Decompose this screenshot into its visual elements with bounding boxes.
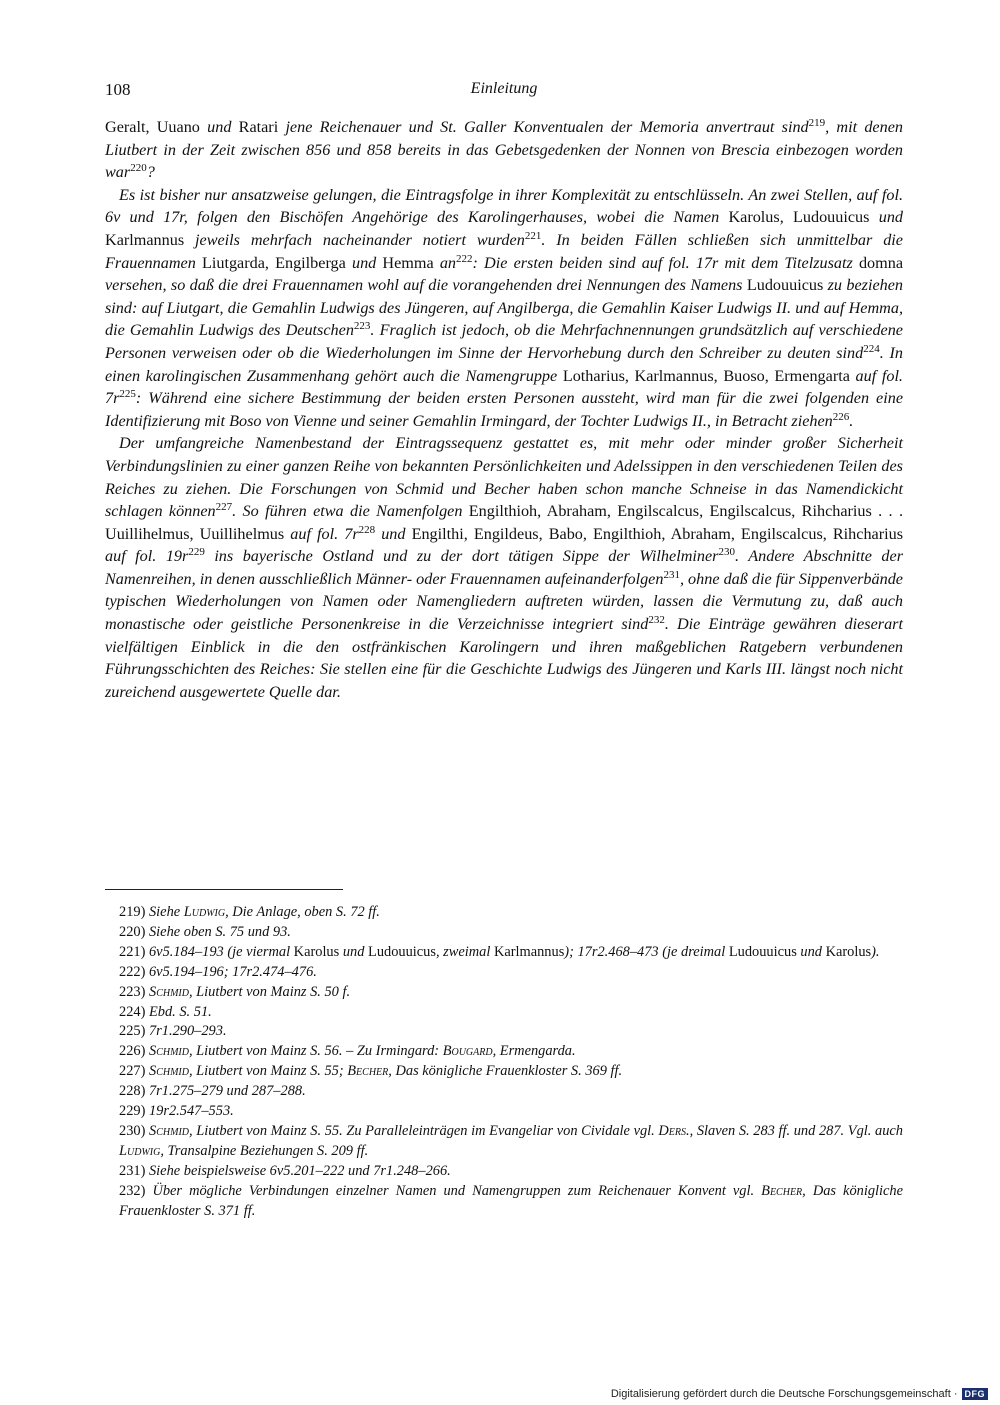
author-name: Bougard (442, 1043, 493, 1060)
text-run: , Das königliche Frauenkloster S. 371 ff. (119, 1182, 903, 1219)
text-run: : Während eine sichere Bestimmung der beiden ersten Personen aussteht, wird man für die zwei folgenden eine Identifizierung mit Boso von Vienne und seiner Gemahlin Irmingard, der Tochter Ludwigs II., in Betracht ziehen (105, 389, 903, 430)
text-run: , Liutbert von Mainz S. 50 f. (188, 983, 351, 1000)
text-run: Ludouuicus (746, 276, 828, 295)
text-run: domna (858, 253, 904, 272)
text-run: 7r1.275–279 und 287–288. (145, 1083, 306, 1100)
footnote-marker: 222 (456, 252, 473, 265)
footnote-marker: 229 (188, 546, 205, 559)
running-head: Einleitung (470, 80, 538, 97)
footnote (105, 1022, 903, 1042)
text-run: zu beziehen sind: auf Liutgart, die Gemahlin Ludwigs des Jüngeren, auf Angilberga, die Gemahlin Kaiser Ludwigs II. und auf Hemma, die Gemahlin Ludwigs des Deutschen (105, 276, 903, 340)
footnote-marker: 232 (648, 614, 665, 627)
footnote-marker: 225 (119, 388, 136, 401)
footnote-number: 228) (119, 1083, 146, 1100)
text-run: . In einen karolingischen Zusammenhang gehört auch die Namengruppe (105, 343, 903, 385)
footnote (105, 983, 903, 1003)
text-run: . (849, 411, 854, 430)
footnote (105, 1162, 903, 1182)
text-run: , Die Anlage, oben S. 72 ff. (225, 904, 380, 920)
dfg-logo: DFG (962, 1388, 989, 1400)
text-run: , Liutbert von Mainz S. 55; (188, 1063, 348, 1080)
text-run: auf fol. 19r (105, 547, 189, 566)
footnote-number: 220) (119, 923, 146, 940)
text-run: Karlmannus (105, 230, 196, 249)
footnote (105, 1082, 903, 1102)
text-run: 6v5.184–193 (je viermal (145, 943, 294, 960)
text-run: 19r2.547–553. (145, 1103, 234, 1120)
text-run: auf fol. 7r (290, 524, 359, 543)
paragraph-2 (105, 184, 903, 433)
footer-text: Digitalisierung gefördert durch die Deutsche Forschungsgemeinschaft · (610, 1388, 958, 1400)
text-run: , Liutbert von Mainz S. 56. – Zu Irmingard: (188, 1043, 443, 1060)
footnote (105, 1062, 903, 1082)
footnote-marker: 226 (832, 410, 850, 423)
footnote (105, 1042, 903, 1062)
author-name: Ludwig (119, 1142, 161, 1159)
footnote-marker: 231 (663, 568, 680, 581)
footnote-number: 223) (119, 983, 146, 1000)
text-run: ? (146, 163, 155, 182)
footnote (105, 1102, 903, 1122)
text-run: . Die Einträge gewähren dieserart vielfältigen Einblick in die den ostfränkischen Karolingern und ihren maßgeblichen Ratgebern verbundenen Führungsschichten des Reiches: Sie stellen eine für die Geschichte Ludwigs des Jüngeren und Karls III. längst noch nicht zureichend ausgewertete Quelle dar. (105, 615, 903, 701)
footnote (105, 923, 903, 943)
paragraph-1 (105, 116, 903, 184)
footnote-marker: 220 (130, 162, 147, 175)
text-run: . In beiden Fällen schließen sich unmittelbar die Frauennamen (105, 230, 903, 272)
text-run: und (342, 943, 369, 960)
text-run: , Slaven S. 283 ff. und 287. Vgl. auch (689, 1122, 903, 1139)
text-run: , Transalpine Beziehungen S. 209 ff. (160, 1142, 369, 1159)
footnote (105, 1003, 903, 1023)
author-name: Schmid (149, 1043, 189, 1060)
text-run: an (439, 253, 456, 272)
text-run: Karolus (825, 943, 872, 960)
text-run: versehen, so daß die drei Frauennamen wohl auf die vorangehenden drei Nennungen des Namens (105, 276, 747, 295)
text-run: Hemma (382, 253, 440, 272)
footnote-number: 230) (119, 1122, 146, 1139)
text-run: Karlmannus (493, 943, 565, 960)
text-run: auf fol. 7r (105, 366, 903, 408)
text-run: , mit denen Liutbert in der Zeit zwischen 856 und 858 bereits in das Gebetsgedenken der Nonnen von Brescia einbezogen worden war (105, 118, 903, 182)
footnote (105, 943, 903, 963)
text-run: Karolus, Ludouuicus (728, 208, 879, 227)
footnote-number: 229) (119, 1103, 146, 1120)
text-run: Es ist bisher nur ansatzweise gelungen, die Eintragsfolge in ihrer Komplexität zu entschlüsseln. An zwei Stellen, auf fol. 6v und 17r, folgen den Bischöfen Angehörige des Karolingerhauses, wobei die Namen (105, 185, 903, 227)
paragraph-3 (105, 432, 903, 703)
text-run: Siehe beispielsweise 6v5.201–222 und 7r1.248–266. (145, 1162, 451, 1179)
text-run: Engilthi, Engildeus, Babo, Engilthioh, Abraham, Engilscalcus, Rihcharius (411, 524, 904, 543)
text-run: jene Reichenauer und St. Galler Konventualen der Memoria anvertraut sind (285, 118, 809, 136)
footnote-number: 224) (119, 1003, 146, 1020)
text-run: Engilthioh, Abraham, Engilscalcus, Engilscalcus, Rihcharius . . . Uuillihelmus, Uuillihelmus (105, 502, 903, 543)
text-run: Karolus (293, 943, 343, 960)
footnote-number: 231) (119, 1162, 146, 1179)
text-run: Liutgarda, Engilberga (201, 253, 352, 272)
text-run: Siehe (145, 904, 184, 920)
footnote-number: 222) (119, 963, 146, 980)
text-run: , ohne daß die für Sippenverbände typischen Wiederholungen von Namen oder Namengliedern auftreten würden, lassen die Vermutung zu, daß auch monastische oder geistliche Personenkreise in die Verzeichnisse integriert sind (105, 569, 903, 634)
text-run: Ratari (238, 118, 286, 136)
page-header (105, 80, 903, 104)
text-run: Siehe oben S. 75 und 93. (145, 923, 291, 940)
footnote (105, 1122, 903, 1162)
footnote (105, 903, 903, 923)
text-run: ins bayerische Ostland und zu der dort tätigen Sippe der Wilhelminer (204, 547, 719, 566)
footnote-rule (105, 889, 343, 890)
text-run: , Liutbert von Mainz S. 55. Zu Paralleleinträgen im Evangeliar von Cividale vgl. (189, 1122, 659, 1139)
text-run: , Ermengarda. (492, 1043, 576, 1060)
text-run: 7r1.290–293. (145, 1023, 227, 1040)
page-number: 108 (105, 80, 131, 99)
text-run: jeweils mehrfach nacheinander notiert wurden (195, 230, 525, 249)
footnote-marker: 223 (353, 320, 371, 333)
footnote-number: 221) (119, 943, 146, 960)
footnote-number: 225) (119, 1023, 146, 1040)
text-run: 6v5.194–196; 17r2.474–476. (145, 963, 317, 980)
footnotes (105, 903, 903, 1222)
footnote-marker: 230 (718, 546, 735, 559)
text-run: Ludouuicus (368, 943, 436, 960)
footnote-marker: 224 (863, 342, 880, 355)
footnote-number: 219) (119, 904, 146, 920)
text-run: und (351, 253, 383, 272)
author-name: Becher (347, 1063, 389, 1080)
author-name: Schmid (149, 1063, 189, 1080)
text-run: ); 17r2.468–473 (je dreimal (564, 943, 729, 960)
text-run: und (375, 524, 412, 543)
footnote-marker: 228 (358, 523, 376, 536)
text-run: Lotharius, Karlmannus, Buoso, Ermengarta (562, 366, 856, 385)
text-run: und (878, 208, 903, 227)
text-run: . So führen etwa die Namenfolgen (232, 502, 469, 521)
footnote-marker: 227 (215, 501, 233, 514)
footnote-number: 232) (119, 1182, 146, 1199)
text-run: Geralt, Uuano (105, 118, 208, 136)
text-run: ). (871, 943, 880, 960)
footnote-marker: 219 (808, 117, 826, 129)
body-text (105, 116, 903, 703)
text-run: . Andere Abschnitte der Namenreihen, in denen ausschließlich Männer- oder Frauennamen aufeinanderfolgen (105, 547, 904, 588)
footnote-number: 226) (119, 1043, 146, 1060)
text-run: Über mögliche Verbindungen einzelner Namen und Namengruppen zum Reichenauer Konvent vgl. (145, 1182, 762, 1199)
footnote-marker: 221 (524, 229, 542, 242)
author-name: Ludwig (183, 904, 226, 920)
text-run: und (207, 118, 239, 136)
text-run: , zweimal (435, 943, 494, 960)
footnote (105, 1182, 903, 1222)
author-name: Schmid (149, 1122, 189, 1139)
footnote (105, 963, 903, 983)
author-name: Schmid (149, 983, 189, 1000)
author-name: Becher (761, 1182, 803, 1199)
text-run: , Das königliche Frauenkloster S. 369 ff. (388, 1063, 623, 1080)
text-run: . Fraglich ist jedoch, ob die Mehrfachnennungen grundsätzlich auf verschiedene Personen verweisen oder ob die Wiederholungen im Sinne der Hervorhebung durch den Schreiber zu deuten sind (105, 321, 903, 362)
text-run: Ebd. S. 51. (145, 1003, 212, 1020)
text-run: Ludouuicus (728, 943, 797, 960)
digitization-footer (611, 1388, 988, 1400)
text-run: : Die ersten beiden sind auf fol. 17r mit dem Titelzusatz (472, 253, 859, 272)
author-name: Ders. (658, 1122, 690, 1139)
text-run: und (796, 943, 826, 960)
footnote-number: 227) (119, 1063, 146, 1080)
text-run: Der umfangreiche Namenbestand der Eintragssequenz gestattet es, mit mehr oder minder großer Sicherheit Verbindungslinien zu einer ganzen Reihe von bekannten Persönlichkeiten und Adelssippen in den verschiedenen Teilen des Reiches zu ziehen. Die Forschungen von Schmid und Becher haben schon manche Schneise in das Namendickicht schlagen können (105, 434, 903, 521)
